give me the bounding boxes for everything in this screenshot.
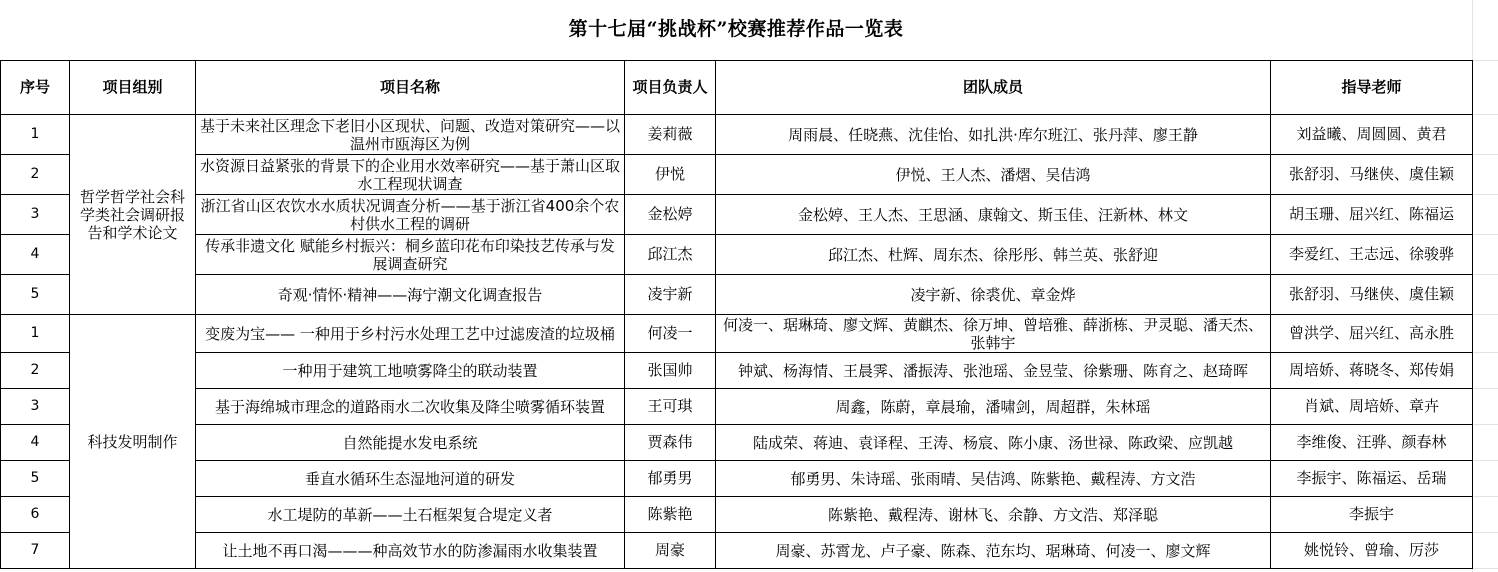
table-row <box>1 315 1473 353</box>
page-title: 第十七届“挑战杯”校赛推荐作品一览表 <box>568 18 904 40</box>
cell-team-members[interactable]: 邱江杰、杜辉、周东杰、徐彤彤、韩兰英、张舒迎 <box>716 235 1271 275</box>
gridline <box>1473 314 1498 315</box>
cell-leader[interactable]: 何凌一 <box>625 315 716 353</box>
title-row <box>0 0 1472 61</box>
cell-index[interactable]: 2 <box>1 155 70 195</box>
table-row <box>1 389 1473 425</box>
cell-advisor[interactable]: 张舒羽、马继侠、虞佳颖 <box>1271 275 1473 315</box>
gridline <box>1473 60 1498 61</box>
gridline <box>1473 274 1498 275</box>
cell-team-members[interactable]: 凌宇新、徐裘优、章金烨 <box>716 275 1271 315</box>
header-team-members[interactable]: 团队成员 <box>716 61 1271 115</box>
cell-leader[interactable]: 张国帅 <box>625 353 716 389</box>
cell-project-name[interactable]: 一种用于建筑工地喷雾降尘的联动装置 <box>196 353 625 389</box>
gridline <box>1473 194 1498 195</box>
cell-index[interactable]: 3 <box>1 389 70 425</box>
cell-project-name[interactable]: 垂直水循环生态湿地河道的研发 <box>196 461 625 497</box>
cell-project-name[interactable]: 水工堤防的革新——土石框架复合堤定义者 <box>196 497 625 533</box>
cell-project-name[interactable]: 基于未来社区理念下老旧小区现状、问题、改造对策研究——以温州市瓯海区为例 <box>196 115 625 155</box>
cell-advisor[interactable]: 曾洪学、屈兴红、高永胜 <box>1271 315 1473 353</box>
cell-leader[interactable]: 王可琪 <box>625 389 716 425</box>
header-category[interactable]: 项目组别 <box>70 61 196 115</box>
cell-advisor[interactable]: 刘益曦、周圆圆、黄君 <box>1271 115 1473 155</box>
gridline <box>1473 532 1498 533</box>
gridline <box>1473 496 1498 497</box>
cell-advisor[interactable]: 肖斌、周培娇、章卉 <box>1271 389 1473 425</box>
cell-advisor[interactable]: 李爱红、王志远、徐骏骅 <box>1271 235 1473 275</box>
cell-project-name[interactable]: 变废为宝—— 一种用于乡村污水处理工艺中过滤废渣的垃圾桶 <box>196 315 625 353</box>
cell-leader[interactable]: 周豪 <box>625 533 716 569</box>
cell-team-members[interactable]: 钟斌、杨海情、王晨霁、潘振涛、张池瑶、金昱莹、徐紫珊、陈育之、赵琦晖 <box>716 353 1271 389</box>
cell-team-members[interactable]: 金松婷、王人杰、王思涵、康翰文、斯玉佳、汪新林、林文 <box>716 195 1271 235</box>
cell-category[interactable]: 哲学哲学社会科学类社会调研报告和学术论文 <box>70 115 196 315</box>
cell-index[interactable]: 1 <box>1 315 70 353</box>
cell-index[interactable]: 1 <box>1 115 70 155</box>
cell-advisor[interactable]: 李振宇 <box>1271 497 1473 533</box>
header-row <box>1 61 1473 115</box>
cell-index[interactable]: 5 <box>1 461 70 497</box>
cell-team-members[interactable]: 陈紫艳、戴程涛、谢林飞、余静、方文浩、郑泽聪 <box>716 497 1271 533</box>
table-row <box>1 497 1473 533</box>
cell-advisor[interactable]: 胡玉珊、屈兴红、陈福运 <box>1271 195 1473 235</box>
cell-team-members[interactable]: 伊悦、王人杰、潘熠、吴佶鸿 <box>716 155 1271 195</box>
cell-index[interactable]: 4 <box>1 235 70 275</box>
table-row <box>1 155 1473 195</box>
cell-advisor[interactable]: 李振宇、陈福运、岳瑞 <box>1271 461 1473 497</box>
cell-team-members[interactable]: 周豪、苏霄龙、卢子豪、陈森、范东均、琚琳琦、何凌一、廖文辉 <box>716 533 1271 569</box>
cell-leader[interactable]: 姜莉薇 <box>625 115 716 155</box>
cell-advisor[interactable]: 李维俊、汪骅、颜春林 <box>1271 425 1473 461</box>
header-leader[interactable]: 项目负责人 <box>625 61 716 115</box>
gridline <box>1473 460 1498 461</box>
table-row <box>1 353 1473 389</box>
gridline <box>1473 568 1498 569</box>
cell-team-members[interactable]: 郁勇男、朱诗瑶、张雨晴、吴佶鸿、陈紫艳、戴程涛、方文浩 <box>716 461 1271 497</box>
cell-leader[interactable]: 郁勇男 <box>625 461 716 497</box>
cell-team-members[interactable]: 陆成荣、蒋迪、袁译程、王涛、杨宸、陈小康、汤世禄、陈政梁、应凯越 <box>716 425 1271 461</box>
table-row <box>1 235 1473 275</box>
gridline <box>1473 154 1498 155</box>
cell-team-members[interactable]: 周雨晨、任晓燕、沈佳怡、如扎洪·库尔班江、张丹萍、廖王静 <box>716 115 1271 155</box>
cell-advisor[interactable]: 周培娇、蒋晓冬、郑传娟 <box>1271 353 1473 389</box>
gridline <box>1473 234 1498 235</box>
cell-leader[interactable]: 陈紫艳 <box>625 497 716 533</box>
gridline <box>1473 388 1498 389</box>
cell-leader[interactable]: 金松婷 <box>625 195 716 235</box>
cell-index[interactable]: 4 <box>1 425 70 461</box>
cell-index[interactable]: 3 <box>1 195 70 235</box>
cell-project-name[interactable]: 基于海绵城市理念的道路雨水二次收集及降尘喷雾循环装置 <box>196 389 625 425</box>
cell-team-members[interactable]: 何凌一、琚琳琦、廖文辉、黄麒杰、徐万坤、曾培雅、薛浙栋、尹灵聪、潘天杰、张韩宇 <box>716 315 1271 353</box>
cell-leader[interactable]: 邱江杰 <box>625 235 716 275</box>
header-index[interactable]: 序号 <box>1 61 70 115</box>
cell-project-name[interactable]: 自然能提水发电系统 <box>196 425 625 461</box>
cell-index[interactable]: 5 <box>1 275 70 315</box>
cell-advisor[interactable]: 张舒羽、马继侠、虞佳颖 <box>1271 155 1473 195</box>
cell-team-members[interactable]: 周鑫，陈蔚，章晨瑜，潘啸剑，周超群，朱林瑶 <box>716 389 1271 425</box>
cell-project-name[interactable]: 浙江省山区农饮水水质状况调查分析——基于浙江省400余个农村供水工程的调研 <box>196 195 625 235</box>
cell-project-name[interactable]: 奇观·情怀·精神——海宁潮文化调查报告 <box>196 275 625 315</box>
cell-advisor[interactable]: 姚悦铃、曾瑜、厉莎 <box>1271 533 1473 569</box>
table-row <box>1 533 1473 569</box>
recommended-works-table <box>0 60 1473 569</box>
header-project-name[interactable]: 项目名称 <box>196 61 625 115</box>
gridline <box>1473 424 1498 425</box>
table-row <box>1 425 1473 461</box>
header-advisor[interactable]: 指导老师 <box>1271 61 1473 115</box>
gridline <box>1473 352 1498 353</box>
cell-index[interactable]: 6 <box>1 497 70 533</box>
spreadsheet-gridlines <box>1472 0 1498 572</box>
cell-project-name[interactable]: 传承非遗文化 赋能乡村振兴：桐乡蓝印花布印染技艺传承与发展调查研究 <box>196 235 625 275</box>
cell-project-name[interactable]: 让土地不再口渴———种高效节水的防渗漏雨水收集装置 <box>196 533 625 569</box>
cell-index[interactable]: 2 <box>1 353 70 389</box>
table-row <box>1 461 1473 497</box>
table-row <box>1 115 1473 155</box>
cell-category[interactable]: 科技发明制作 <box>70 315 196 569</box>
table-row <box>1 195 1473 235</box>
table-row <box>1 275 1473 315</box>
cell-leader[interactable]: 伊悦 <box>625 155 716 195</box>
cell-leader[interactable]: 凌宇新 <box>625 275 716 315</box>
gridline <box>1473 114 1498 115</box>
cell-leader[interactable]: 贾森伟 <box>625 425 716 461</box>
cell-project-name[interactable]: 水资源日益紧张的背景下的企业用水效率研究——基于萧山区取水工程现状调查 <box>196 155 625 195</box>
cell-index[interactable]: 7 <box>1 533 70 569</box>
